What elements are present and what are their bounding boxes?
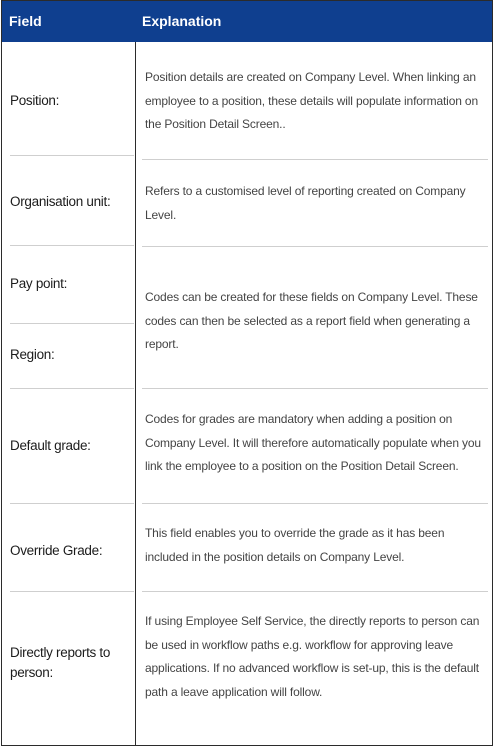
field-override-grade: Override Grade: <box>10 543 103 558</box>
row-divider <box>142 246 488 247</box>
row-divider <box>10 245 134 246</box>
field-organisation-unit: Organisation unit: <box>10 194 111 209</box>
row-divider <box>142 388 488 389</box>
explanation-directly-reports-to-person: If using Employee Self Service, the directly reports to person can be used in workflow paths e.g. workflow for approving leave applications. If no advanced workflow is set-up, this is the default path a leave application will follow. <box>145 614 480 699</box>
explanation-position: Position details are created on Company Level. When linking an employee to a position, these details will populate information on the Position Detail Screen.. <box>145 70 478 131</box>
row-divider <box>10 591 134 592</box>
column-divider <box>135 42 136 745</box>
row-divider <box>10 503 134 504</box>
row-divider <box>10 155 134 156</box>
explanation-pay-point-region: Codes can be created for these fields on Company Level. These codes can then be selected as a report field when generating a report. <box>145 290 478 351</box>
header-field: Field <box>9 13 42 29</box>
field-explanation-table <box>1 0 493 746</box>
field-region: Region: <box>10 347 55 362</box>
table-header-row <box>2 1 492 42</box>
field-directly-reports-to-person: Directly reports to person: <box>10 645 111 680</box>
header-explanation: Explanation <box>142 13 222 29</box>
row-divider <box>10 323 134 324</box>
row-divider <box>142 591 488 592</box>
field-position: Position: <box>10 93 60 108</box>
field-default-grade: Default grade: <box>10 438 91 453</box>
field-pay-point: Pay point: <box>10 276 68 291</box>
row-divider <box>142 159 488 160</box>
explanation-default-grade: Codes for grades are mandatory when adding a position on Company Level. It will therefore automatically populate when you link the employee to a position on the Position Detail Screen. <box>145 412 481 473</box>
explanation-organisation-unit: Refers to a customised level of reporting created on Company Level. <box>145 184 466 222</box>
row-divider <box>142 503 488 504</box>
row-divider <box>10 388 134 389</box>
explanation-override-grade: This field enables you to override the grade as it has been included in the position details on Company Level. <box>145 526 445 564</box>
